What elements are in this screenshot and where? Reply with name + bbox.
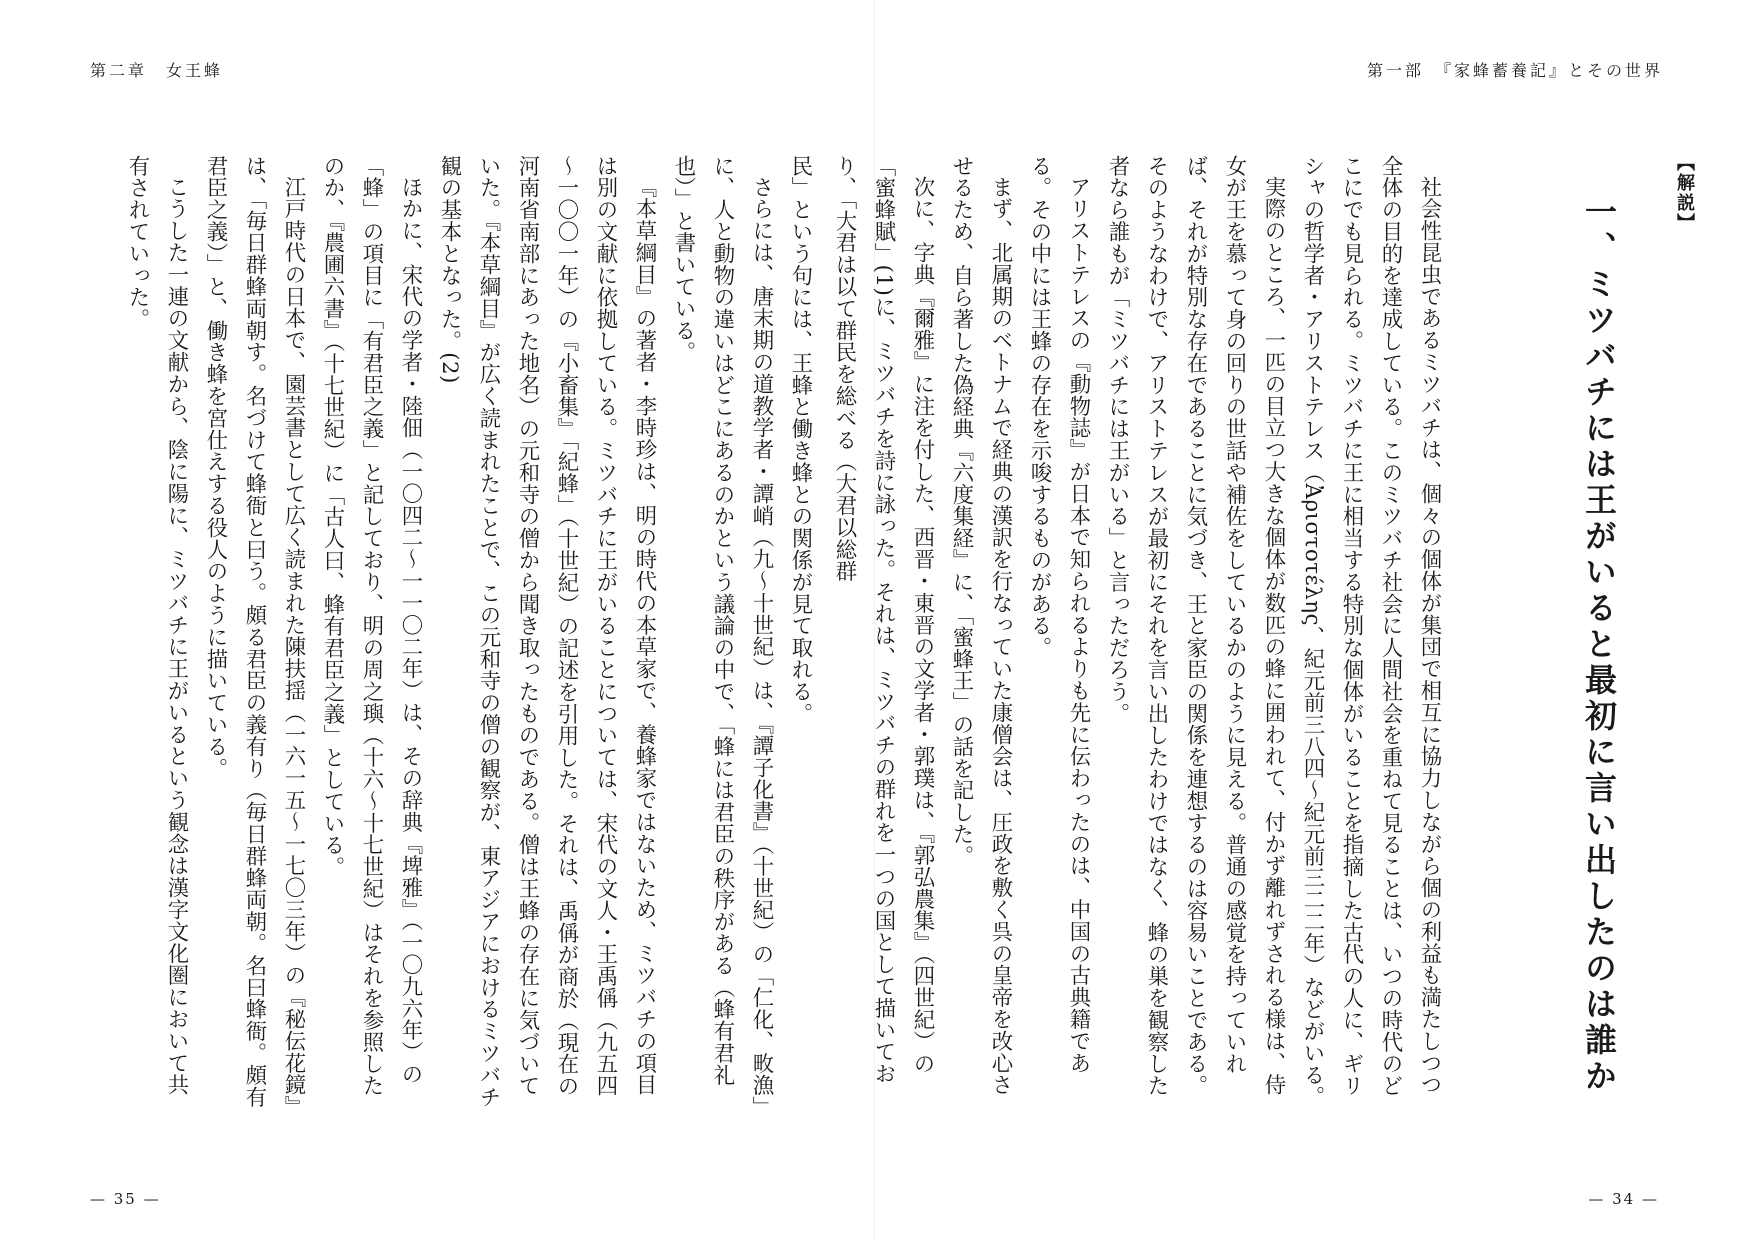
paragraph: 社会性昆虫であるミツバチは、個々の個体が集団で相互に協力しながら個の利益も満たしつつ全体の目的を達成している。このミツバチ社会に人間社会を重ねて見ることは、いつの時代のどこにでも見られる。ミツバチに王に相当する特別な個体がいることを指摘した古代の人に、ギリシャの哲学者・アリストテレス（Ἀριστοτέλης、紀元前三八四～紀元前三二二年）などがいる。 bbox=[1300, 155, 1442, 1108]
page-number: — 34 — bbox=[1588, 1190, 1659, 1208]
paragraph: 江戸時代の日本で、園芸書として広く読まれた陳扶揺（一六一五～一七〇三年）の『秘伝花鏡』は、「毎日群蜂両朝す。名づけて蜂衙と曰う。頗る君臣の義有り（毎日群蜂両朝。名曰蜂衙。頗有君臣之義）」と、働き蜂を宮仕えする役人のように描いている。 bbox=[203, 155, 306, 1108]
paragraph: 実際のところ、一匹の目立つ大きな個体が数匹の蜂に囲われて、付かず離れずされる様は、侍女が王を慕って身の回りの世話や補佐をしているかのように見える。普通の感覚を持っていれば、それが特別な存在であることに気づき、王と家臣の関係を連想するのは容易いことである。そのようなわけで、アリストテレスが最初にそれを言い出したわけではなく、蜂の巣を観察した者なら誰もが「ミツバチには王がいる」と言っただろう。 bbox=[1105, 155, 1286, 1097]
paragraph: さらには、唐末期の道教学者・譚峭（九～十世紀）は、『譚子化書』（十世紀）の「仁化、畋漁」に、人と動物の違いはどこにあるのかという議論の中で、「蜂には君臣の秩序がある（蜂有君礼也）」と書いている。 bbox=[671, 155, 774, 1108]
paragraph: まず、北属期のベトナムで経典の漢訳を行なっていた康僧会は、圧政を敷く呉の皇帝を改心させるため、自ら著した偽経典『六度集経』に、「蜜蜂王」の話を記した。 bbox=[949, 155, 1013, 1097]
paragraph: 次に、字典『爾雅』に注を付した、西晋・東晋の文学者・郭璞は、『郭弘農集』（四世紀）の「蜜蜂賦」(1)に、ミツバチを詩に詠った。それは、ミツバチの群れを一つの国として描いており、「大君は以て群民を総べる（大君以総群 bbox=[832, 155, 935, 1085]
paragraph: アリストテレスの『動物誌』が日本で知られるよりも先に伝わったのは、中国の古典籍である。その中には王蜂の存在を示唆するものがある。 bbox=[1027, 155, 1091, 1075]
right-body-text bbox=[832, 155, 1449, 1115]
paragraph: ほかに、宋代の学者・陸佃（一〇四二～一一〇二年）は、その辞典『埤雅』（一〇九六年）の「蜂」の項目に「有君臣之義」と記しており、明の周之璵（十六～十七世紀）はそれを参照したのか、『農圃六書』（十七世紀）に「古人曰、蜂有君臣之義」としている。 bbox=[320, 155, 423, 1097]
left-body-text bbox=[125, 155, 820, 1115]
section-title: 一、ミツバチには王がいると最初に言い出したのは誰か bbox=[1580, 195, 1618, 1095]
running-head-chapter: 第二章 女王蜂 bbox=[90, 61, 224, 80]
paragraph: 『本草綱目』の著者・李時珍は、明の時代の本草家で、養蜂家ではないため、ミツバチの項目は別の文献に依拠している。ミツバチに王がいることについては、宋代の文人・王禹偁（九五四～一〇〇一年）の『小畜集』「紀蜂」（十世紀）の記述を引用した。それは、禹偁が商於（現在の河南省南部にあった地名）の元和寺の僧から聞き取ったものである。僧は王蜂の存在に気づいていた。『本草綱目』が広く読まれたことで、この元和寺の僧の観察が、東アジアにおけるミツバチ観の基本となった。(2) bbox=[437, 155, 657, 1108]
running-head-part: 第一部 『家蜂蓄養記』とその世界 bbox=[1366, 61, 1663, 80]
left-page bbox=[0, 0, 874, 1241]
page-number: — 35 — bbox=[90, 1190, 161, 1208]
commentary-label: 【解説】 bbox=[1674, 153, 1695, 233]
paragraph: 民」という句には、王蜂と働き蜂との関係が見て取れる。 bbox=[788, 155, 813, 725]
right-page bbox=[832, 0, 1749, 1241]
paragraph: こうした一連の文献から、陰に陽に、ミツバチに王がいるという観念は漢字文化圏において共有されていった。 bbox=[125, 155, 189, 1097]
